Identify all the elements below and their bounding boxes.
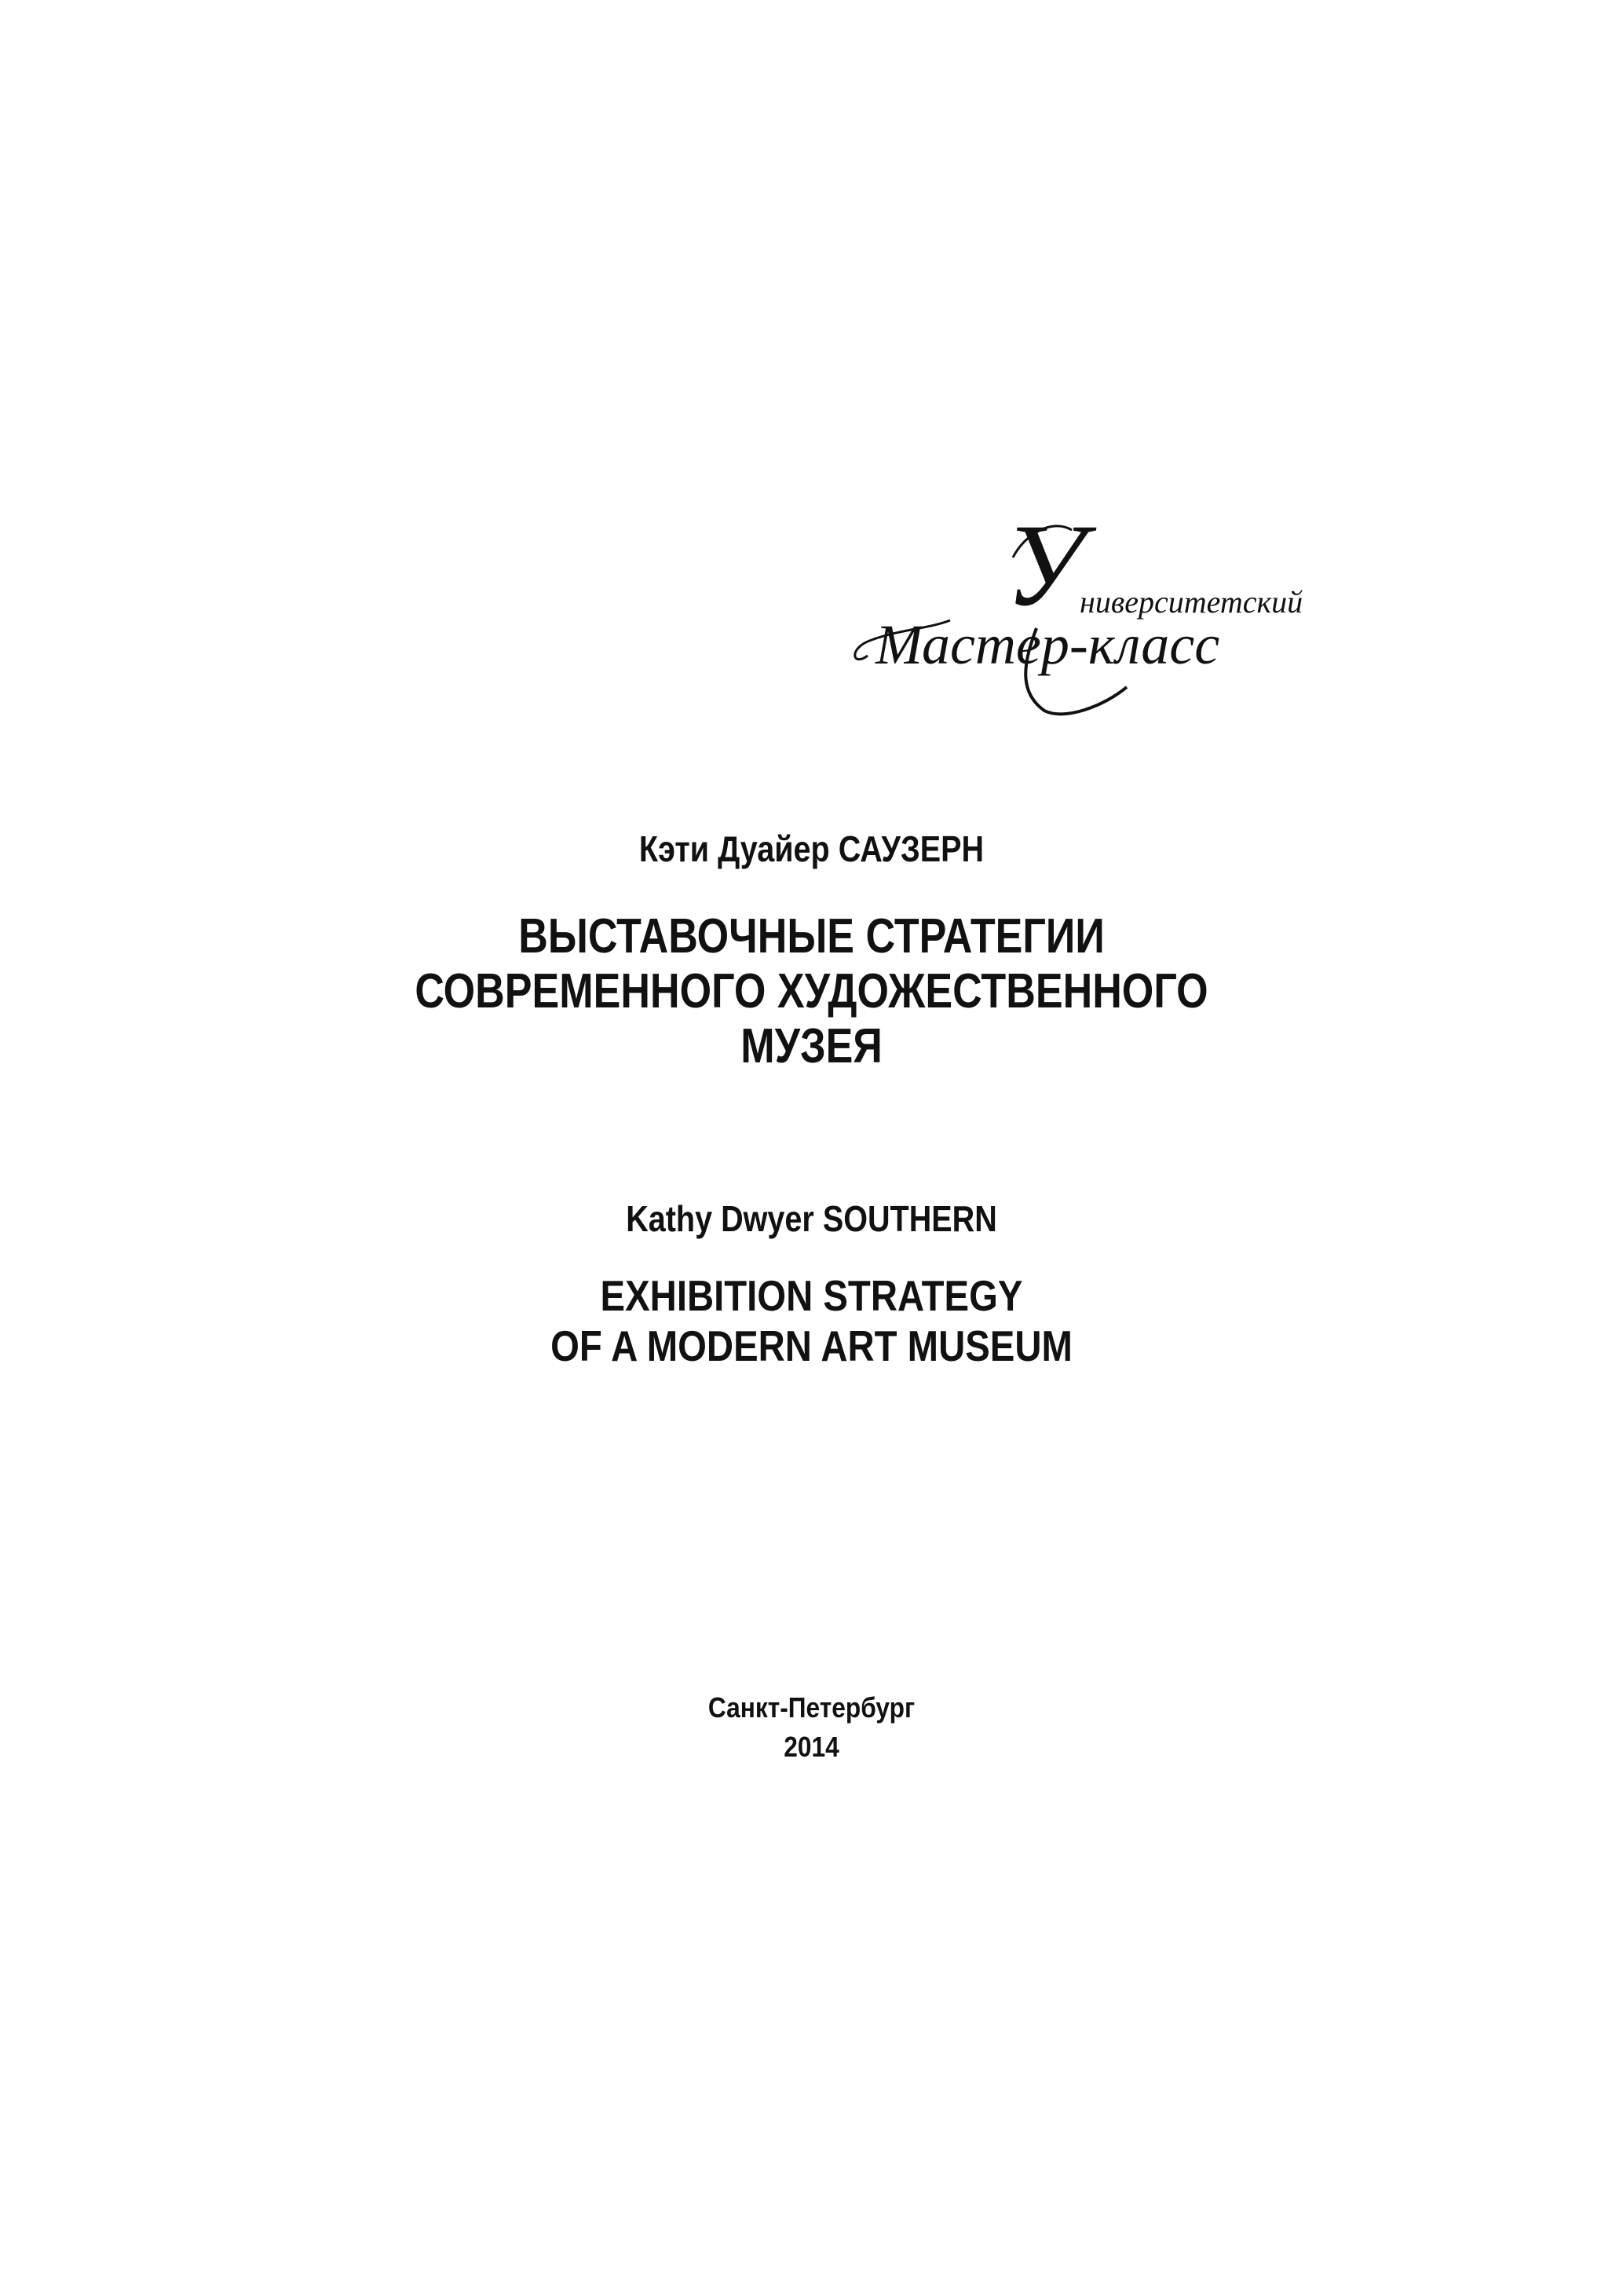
- title-russian-line-3: МУЗЕЯ: [740, 1019, 883, 1073]
- logo-line-1: ниверситетский: [1080, 584, 1303, 620]
- imprint-city: Санкт-Петербург: [707, 1691, 916, 1724]
- author-russian: Кэти Дуайер САУЗЕРН: [638, 828, 985, 869]
- series-logo: [844, 500, 1303, 722]
- title-english-line-2: OF A MODERN ART MUSEUM: [550, 1322, 1073, 1370]
- logo-line-2: Мастер-класс: [875, 613, 1220, 676]
- title-english: [114, 1270, 1510, 1371]
- title-english-line-1: EXHIBITION STRATEGY: [600, 1271, 1023, 1320]
- imprint-year: 2014: [784, 1731, 839, 1763]
- series-logo-graphic: [844, 500, 1303, 722]
- logo-initial: У: [1005, 500, 1084, 631]
- author-english: Kathy Dwyer SOUTHERN: [626, 1198, 997, 1239]
- title-russian-line-2: СОВРЕМЕННОГО ХУДОЖЕСТВЕННОГО: [415, 964, 1208, 1018]
- title-russian-line-1: ВЫСТАВОЧНЫЕ СТРАТЕГИИ: [518, 909, 1105, 963]
- title-russian: [130, 909, 1493, 1074]
